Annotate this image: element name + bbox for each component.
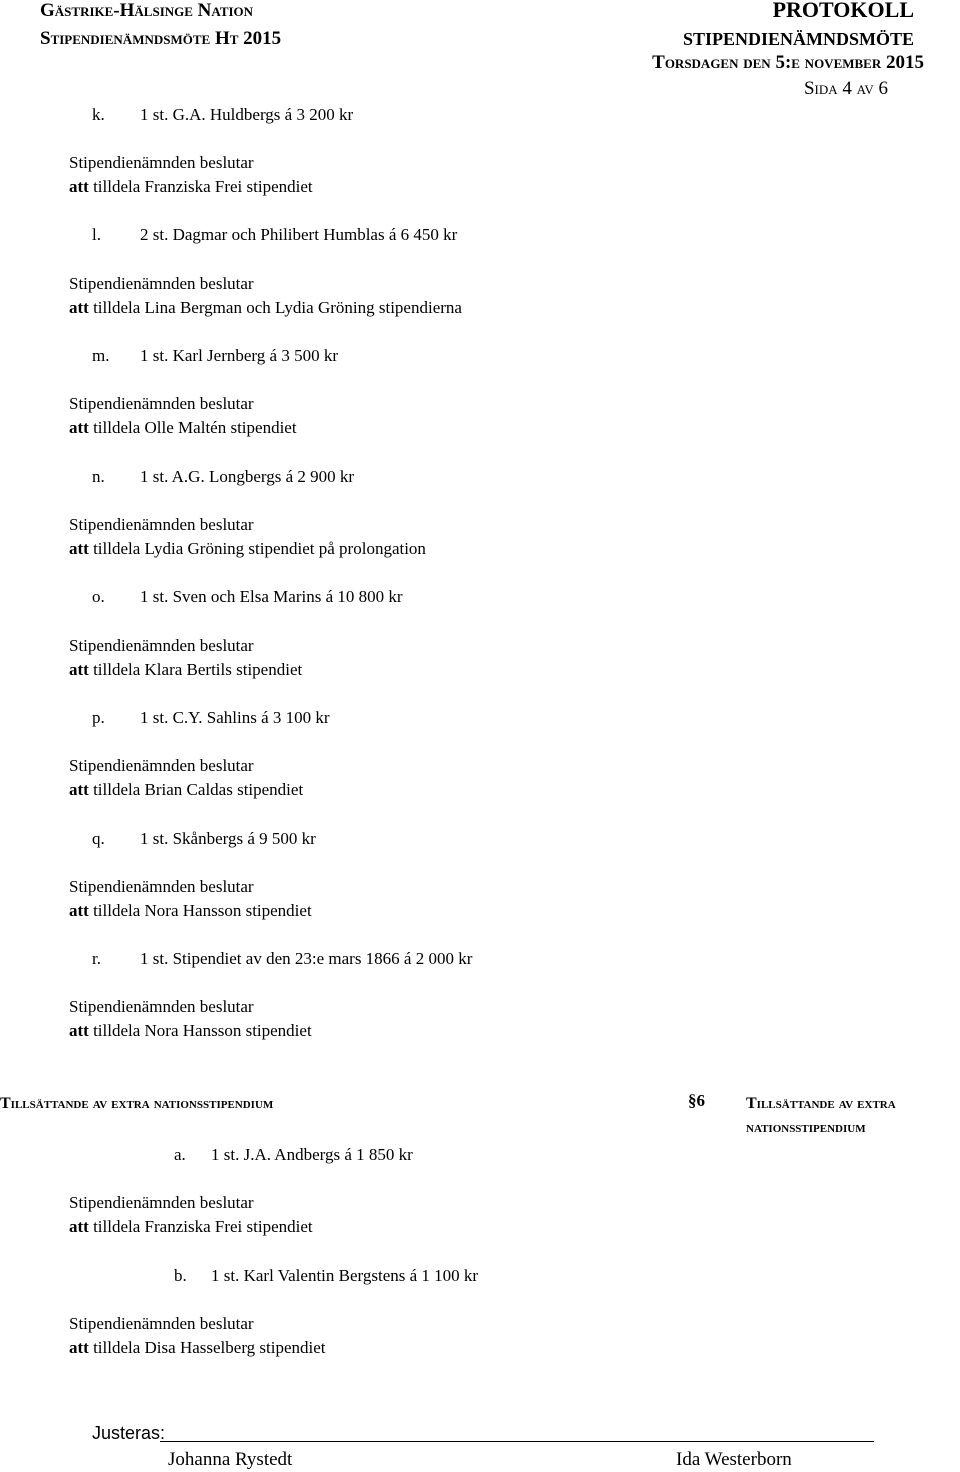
- decision-text: Stipendienämnden beslutar: [69, 636, 254, 655]
- signer-name-2: Ida Westerborn: [676, 1449, 792, 1470]
- item-letter: q.: [92, 829, 105, 848]
- item-title: 1 st. C.Y. Sahlins á 3 100 kr: [140, 708, 330, 727]
- decision-text: Stipendienämnden beslutar: [69, 756, 254, 775]
- margin-heading-line2: nationsstipendium: [746, 1119, 866, 1136]
- item-letter: m.: [92, 346, 110, 365]
- section-number: §6: [688, 1091, 705, 1110]
- item-title: 1 st. A.G. Longbergs á 2 900 kr: [140, 467, 355, 486]
- award-text: att tilldela Lydia Gröning stipendiet på prolongation: [69, 539, 426, 558]
- section-heading: Tillsättande av extra nationsstipendium: [0, 1095, 274, 1112]
- award-text: att tilldela Nora Hansson stipendiet: [69, 901, 312, 920]
- item-letter: n.: [92, 467, 105, 486]
- item-title: 1 st. Skånbergs á 9 500 kr: [140, 829, 316, 848]
- organization-name: Gästrike-Hälsinge Nation: [40, 0, 254, 21]
- item-letter: r.: [92, 949, 101, 968]
- award-text: att tilldela Nora Hansson stipendiet: [69, 1021, 312, 1040]
- document-subtitle: STIPENDIENÄMNDSMÖTE: [682, 29, 914, 49]
- item-title: 1 st. Karl Valentin Bergstens á 1 100 kr: [211, 1266, 479, 1285]
- margin-heading-line1: Tillsättande av extra: [746, 1095, 896, 1112]
- meeting-name: Stipendienämndsmöte Ht 2015: [40, 28, 282, 49]
- meeting-date: Torsdagen den 5:e november 2015: [652, 52, 924, 73]
- item-title: 2 st. Dagmar och Philibert Humblas á 6 450 kr: [140, 225, 458, 244]
- justeras-label: Justeras:: [92, 1423, 166, 1443]
- decision-text: Stipendienämnden beslutar: [69, 877, 254, 896]
- signer-name-1: Johanna Rystedt: [168, 1449, 293, 1470]
- signature-line: [160, 1441, 874, 1442]
- award-text: att tilldela Franziska Frei stipendiet: [69, 1217, 313, 1236]
- item-letter: p.: [92, 708, 105, 727]
- item-letter: k.: [92, 105, 105, 124]
- item-title: 1 st. Karl Jernberg á 3 500 kr: [140, 346, 338, 365]
- page-number: Sida 4 av 6: [803, 78, 888, 99]
- item-title: 1 st. J.A. Andbergs á 1 850 kr: [211, 1145, 413, 1164]
- item-letter: o.: [92, 587, 105, 606]
- item-title: 1 st. Sven och Elsa Marins á 10 800 kr: [140, 587, 403, 606]
- decision-text: Stipendienämnden beslutar: [69, 394, 254, 413]
- item-title: 1 st. Stipendiet av den 23:e mars 1866 á 2 000 kr: [140, 949, 473, 968]
- decision-text: Stipendienämnden beslutar: [69, 997, 254, 1016]
- item-letter: a.: [174, 1145, 186, 1164]
- decision-text: Stipendienämnden beslutar: [69, 1314, 254, 1333]
- award-text: att tilldela Brian Caldas stipendiet: [69, 780, 304, 799]
- item-letter: l.: [92, 225, 101, 244]
- decision-text: Stipendienämnden beslutar: [69, 515, 254, 534]
- award-text: att tilldela Klara Bertils stipendiet: [69, 660, 303, 679]
- award-text: att tilldela Disa Hasselberg stipendiet: [69, 1338, 326, 1357]
- decision-text: Stipendienämnden beslutar: [69, 1193, 254, 1212]
- document-type: PROTOKOLL: [772, 0, 914, 22]
- decision-text: Stipendienämnden beslutar: [69, 274, 254, 293]
- item-letter: b.: [174, 1266, 187, 1285]
- award-text: att tilldela Olle Maltén stipendiet: [69, 418, 297, 437]
- decision-text: Stipendienämnden beslutar: [69, 153, 254, 172]
- item-title: 1 st. G.A. Huldbergs á 3 200 kr: [140, 105, 354, 124]
- award-text: att tilldela Lina Bergman och Lydia Gröning stipendierna: [69, 298, 462, 317]
- award-text: att tilldela Franziska Frei stipendiet: [69, 177, 313, 196]
